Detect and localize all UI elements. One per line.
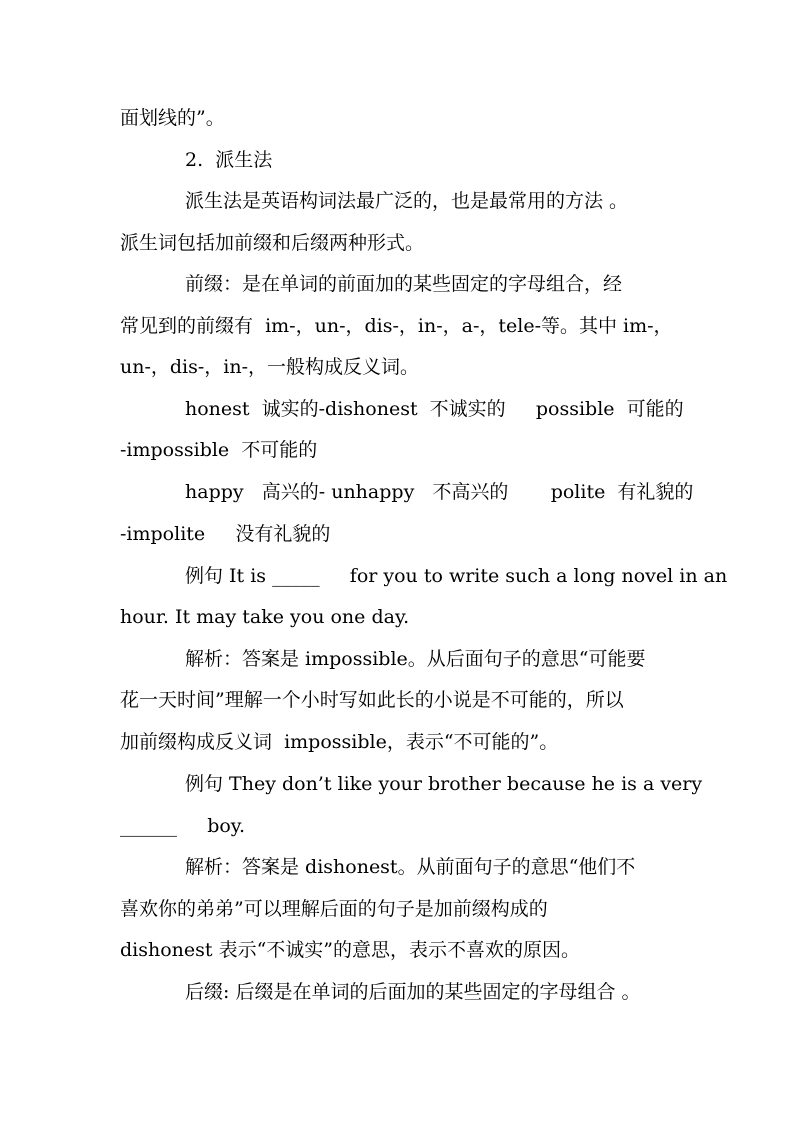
text-line-5: 前缀：是在单词的前面加的某些固定的字母组合，经 <box>185 273 623 295</box>
example-line-4: -impolite 没有礼貌的 <box>120 523 331 545</box>
analysis-line-3: 加前缀构成反义词 impossible，表示“不可能的”。 <box>120 731 559 753</box>
text-line-1: 面划线的”。 <box>120 107 225 129</box>
text-line-3: 派生法是英语构词法最广泛的，也是最常用的方法 。 <box>185 190 629 212</box>
sentence-line-4: ______ boy. <box>120 815 246 837</box>
sentence-line-2: hour. It may take you one day. <box>120 606 410 628</box>
text-line-7: un-，dis-，in-，一般构成反义词。 <box>120 356 420 378</box>
text-line-22: 后缀: 后缀是在单词的后面加的某些固定的字母组合 。 <box>185 981 641 1003</box>
text-line-6: 常见到的前缀有 im-，un-，dis-，in-，a-，tele-等。其中 im-， <box>120 315 673 337</box>
example-line-2: -impossible 不可能的 <box>120 439 318 461</box>
sentence-line-1: 例句 It is _____ for you to write such a long novel in an <box>185 565 728 587</box>
example-line-3: happy 高兴的- unhappy 不高兴的 polite 有礼貌的 <box>185 481 694 503</box>
analysis-line-1: 解析：答案是 impossible。从后面句子的意思“可能要 <box>185 648 646 670</box>
analysis-line-5: 喜欢你的弟弟”可以理解后面的句子是加前缀构成的 <box>120 898 548 920</box>
sentence-line-3: 例句 They don’t like your brother because he is a very <box>185 773 703 795</box>
example-line-1: honest 诚实的-dishonest 不诚实的 possible 可能的 <box>185 398 684 420</box>
section-heading: 2. 派生法 <box>185 149 273 171</box>
analysis-line-6: dishonest 表示“不诚实”的意思，表示不喜欢的原因。 <box>120 939 580 961</box>
text-line-4: 派生词包括加前缀和后缀两种形式。 <box>120 232 425 254</box>
analysis-line-2: 花一天时间”理解一个小时写如此长的小说是不可能的，所以 <box>120 689 624 711</box>
analysis-line-4: 解析：答案是 dishonest。从前面句子的意思“他们不 <box>185 856 636 878</box>
